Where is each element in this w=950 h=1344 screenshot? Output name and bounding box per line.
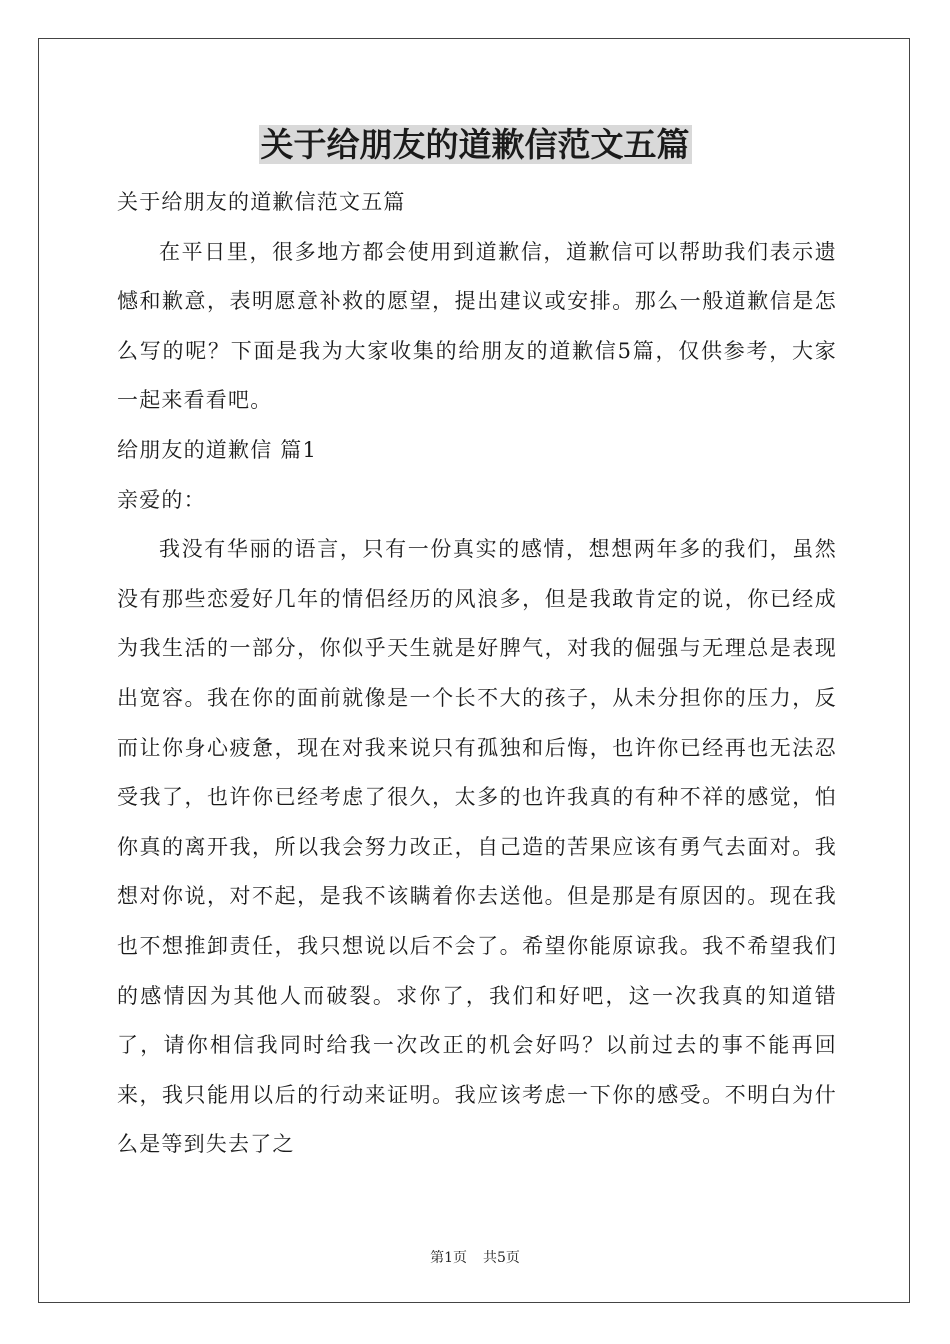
document-title xyxy=(0,121,950,169)
letter-body-paragraph: 我没有华丽的语言，只有一份真实的感情，想想两年多的我们，虽然没有那些恋爱好几年的情侣经历的风浪多，但是我敢肯定的说，你已经成为我生活的一部分，你似乎天生就是好脾气，对我的倔强与无理总是表现出宽容。我在你的面前就像是一个长不大的孩子，从未分担你的压力，反而让你身心疲惫，现在对我来说只有孤独和后悔，也许你已经再也无法忍受我了，也许你已经考虑了很久，太多的也许我真的有种不祥的感觉，怕你真的离开我，所以我会努力改正，自己造的苦果应该有勇气去面对。我想对你说，对不起，是我不该瞒着你去送他。但是那是有原因的。现在我也不想推卸责任，我只想说以后不会了。希望你能原谅我。我不希望我们的感情因为其他人而破裂。求你了，我们和好吧，这一次我真的知道错了，请你相信我同时给我一次改正的机会好吗？以前过去的事不能再回来，我只能用以后的行动来证明。我应该考虑一下你的感受。不明白为什么是等到失去了之 xyxy=(117,537,837,1157)
intro-paragraph: 在平日里，很多地方都会使用到道歉信，道歉信可以帮助我们表示遗憾和歉意，表明愿意补救的愿望，提出建议或安排。那么一般道歉信是怎么写的呢？下面是我为大家收集的给朋友的道歉信5篇，仅供参考，大家一起来看看吧。 xyxy=(117,239,837,413)
page-footer xyxy=(0,1248,950,1268)
page-total: 共5页 xyxy=(483,1250,520,1266)
salutation: 亲爱的： xyxy=(117,487,206,512)
document-title-text: 关于给朋友的道歉信范文五篇 xyxy=(260,125,690,164)
document-subtitle: 关于给朋友的道歉信范文五篇 xyxy=(117,190,406,214)
document-body xyxy=(117,178,837,1170)
page-number: 第1页 xyxy=(430,1250,467,1266)
section-heading: 给朋友的道歉信 篇1 xyxy=(117,437,318,462)
